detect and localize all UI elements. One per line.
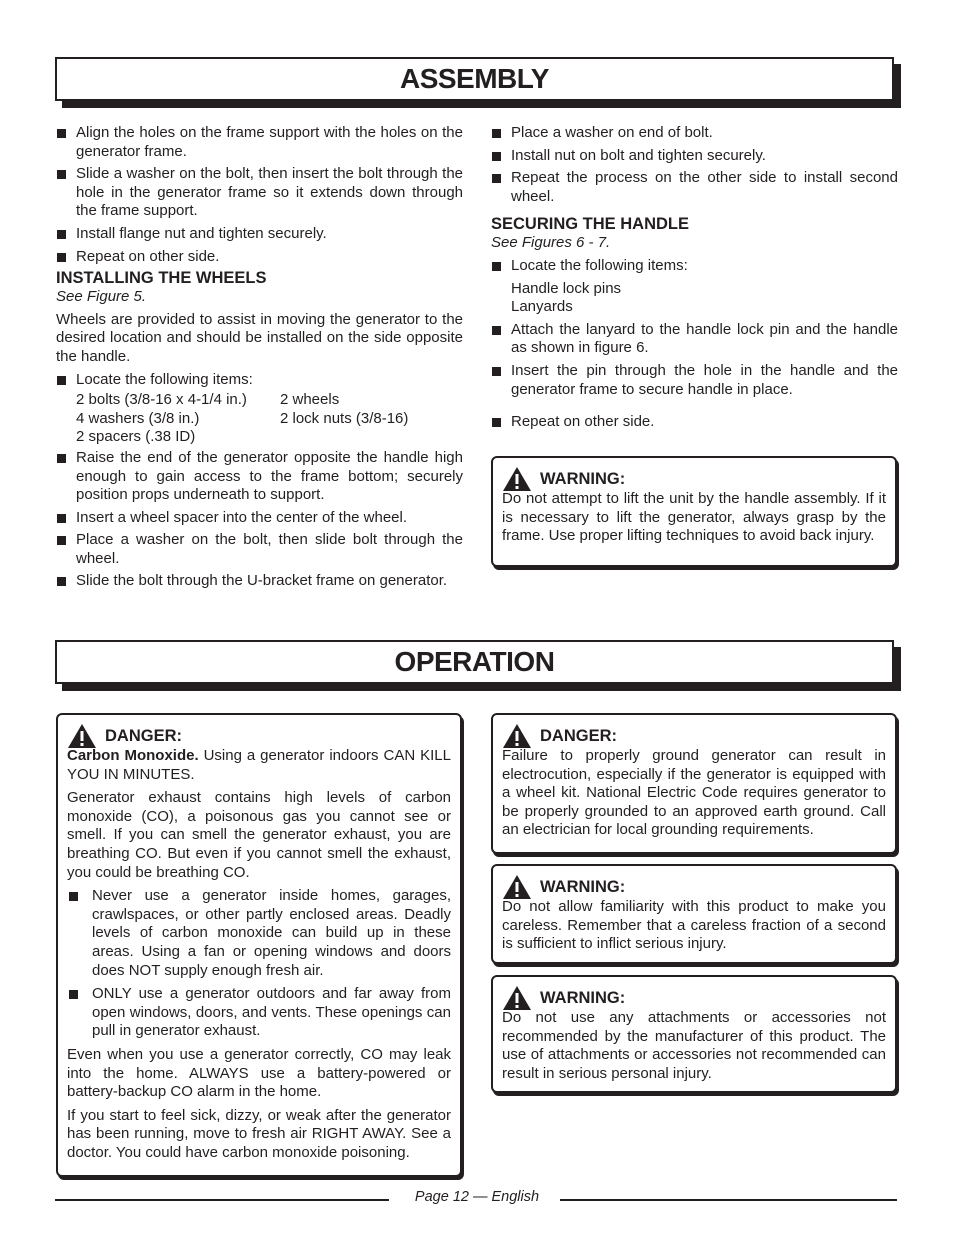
danger-header xyxy=(67,725,451,747)
list-item: Slide a washer on the bolt, then insert the bolt through the hole in the generator frame so it extends down through the frame support. xyxy=(56,165,463,221)
part-item: 2 spacers (.38 ID) xyxy=(76,428,196,446)
danger-label: DANGER: xyxy=(105,726,182,745)
part-item: 2 lock nuts (3/8-16) xyxy=(280,409,409,427)
part-item: 2 wheels xyxy=(280,391,340,409)
list-item: Install nut on bolt and tighten securely. xyxy=(491,147,898,166)
warning-text: Do not allow familiarity with this product to make you careless. Remember that a careless fraction of a second is sufficient to inflict serious injury. xyxy=(502,898,886,953)
assembly-right-column xyxy=(491,124,898,436)
danger-label: DANGER: xyxy=(540,726,617,745)
danger-text: Failure to properly ground generator can result in electrocution, especially if the generator is equipped with a wheel kit. National Electric Code requires generator to be properly grounded to an approved earth ground. Call an electrician for local grounding requirements. xyxy=(502,747,886,839)
warning-triangle-icon xyxy=(502,985,532,1011)
assembly-heading xyxy=(55,57,894,101)
warning-header xyxy=(502,468,886,490)
co-lead xyxy=(67,747,451,784)
warning-header xyxy=(502,987,886,1009)
co-paragraph: If you start to feel sick, dizzy, or weak after the generator has been running, move to fresh air RIGHT AWAY. See a doctor. You could have carbon monoxide poisoning. xyxy=(67,1106,451,1161)
wheels-figure-ref: See Figure 5. xyxy=(56,288,147,306)
warning-text: Do not attempt to lift the unit by the handle assembly. If it is necessary to lift the generator, always grasp by the frame. Use proper lifting techniques to avoid back injury. xyxy=(502,490,886,545)
list-item: Insert the pin through the hole in the handle and the generator frame to secure handle in place. xyxy=(491,362,898,399)
operation-title: OPERATION xyxy=(394,646,555,677)
handle-heading: SECURING THE HANDLE xyxy=(491,215,690,234)
part-item: 4 washers (3/8 in.) xyxy=(76,409,200,427)
list-item: Slide the bolt through the U-bracket frame on generator. xyxy=(56,572,463,591)
danger-triangle-icon xyxy=(67,723,97,749)
part-item: 2 bolts (3/8-16 x 4-1/4 in.) xyxy=(76,391,247,409)
handle-warning-box xyxy=(491,456,897,567)
warning-header xyxy=(502,876,886,898)
operation-heading xyxy=(55,640,894,684)
list-item: Repeat on other side. xyxy=(491,413,898,432)
list-item: Locate the following items: xyxy=(491,257,898,276)
page-number: Page 12 — English xyxy=(414,1189,540,1205)
handle-figure-ref: See Figures 6 - 7. xyxy=(491,234,611,252)
list-item: Insert a wheel spacer into the center of the wheel. xyxy=(56,509,463,528)
list-item: Locate the following items: xyxy=(56,371,463,390)
danger-triangle-icon xyxy=(502,723,532,749)
warning-label: WARNING: xyxy=(540,469,626,488)
list-item: Attach the lanyard to the handle lock pin and the handle as shown in figure 6. xyxy=(491,321,898,358)
list-item: Raise the end of the generator opposite the handle high enough to gain access to the frame bottom; securely position props underneath to support. xyxy=(56,449,463,505)
warning-triangle-icon xyxy=(502,874,532,900)
assembly-title: ASSEMBLY xyxy=(399,63,549,94)
warning-text: Do not use any attachments or accessories not recommended by the manufacturer of this product. The use of attachments or accessories not recommended can result in serious personal injury. xyxy=(502,1009,886,1082)
list-item: Align the holes on the frame support with the holes on the generator frame. xyxy=(56,124,463,161)
attachments-warning-box xyxy=(491,975,897,1093)
list-item: Never use a generator inside homes, garages, crawlspaces, or other partly enclosed areas. Deadly levels of carbon monoxide can build up in these areas. Using a fan or opening windows and doors does NOT supply enough fresh air. xyxy=(67,887,451,980)
co-paragraph: Generator exhaust contains high levels of carbon monoxide (CO), a poisonous gas you cannot see or smell. If you can smell the generator exhaust, you are breathing CO. But even if you cannot smell the exhaust, you could be breathing CO. xyxy=(67,789,451,881)
list-item: ONLY use a generator outdoors and far away from open windows, doors, and vents. These openings can pull in generator exhaust. xyxy=(67,985,451,1041)
list-item: Place a washer on end of bolt. xyxy=(491,124,898,143)
handle-part-item: Handle lock pins xyxy=(511,279,622,297)
danger-header xyxy=(502,725,886,747)
list-item: Repeat the process on the other side to install second wheel. xyxy=(491,169,898,206)
wheels-heading: INSTALLING THE WHEELS xyxy=(56,269,267,288)
wheels-intro: Wheels are provided to assist in moving the generator to the desired location and should be installed on the side opposite the handle. xyxy=(56,310,463,365)
co-lead-rest: Using a generator indoors CAN KILL YOU IN MINUTES. xyxy=(67,747,451,783)
list-item: Repeat on other side. xyxy=(56,248,463,267)
assembly-left-column xyxy=(56,124,463,595)
familiarity-warning-box xyxy=(491,864,897,964)
warning-label: WARNING: xyxy=(540,988,626,1007)
wheels-parts-list xyxy=(56,391,463,447)
ground-danger-box xyxy=(491,713,897,854)
list-item: Place a washer on the bolt, then slide bolt through the wheel. xyxy=(56,531,463,568)
list-item: Install flange nut and tighten securely. xyxy=(56,225,463,244)
warning-triangle-icon xyxy=(502,466,532,492)
co-paragraph: Even when you use a generator correctly, CO may leak into the home. ALWAYS use a battery-powered or battery-backup CO alarm in the home. xyxy=(67,1045,451,1101)
co-lead-bold: Carbon Monoxide. xyxy=(67,747,199,764)
handle-part-item: Lanyards xyxy=(511,298,573,316)
co-danger-box xyxy=(56,713,462,1177)
warning-label: WARNING: xyxy=(540,877,626,896)
